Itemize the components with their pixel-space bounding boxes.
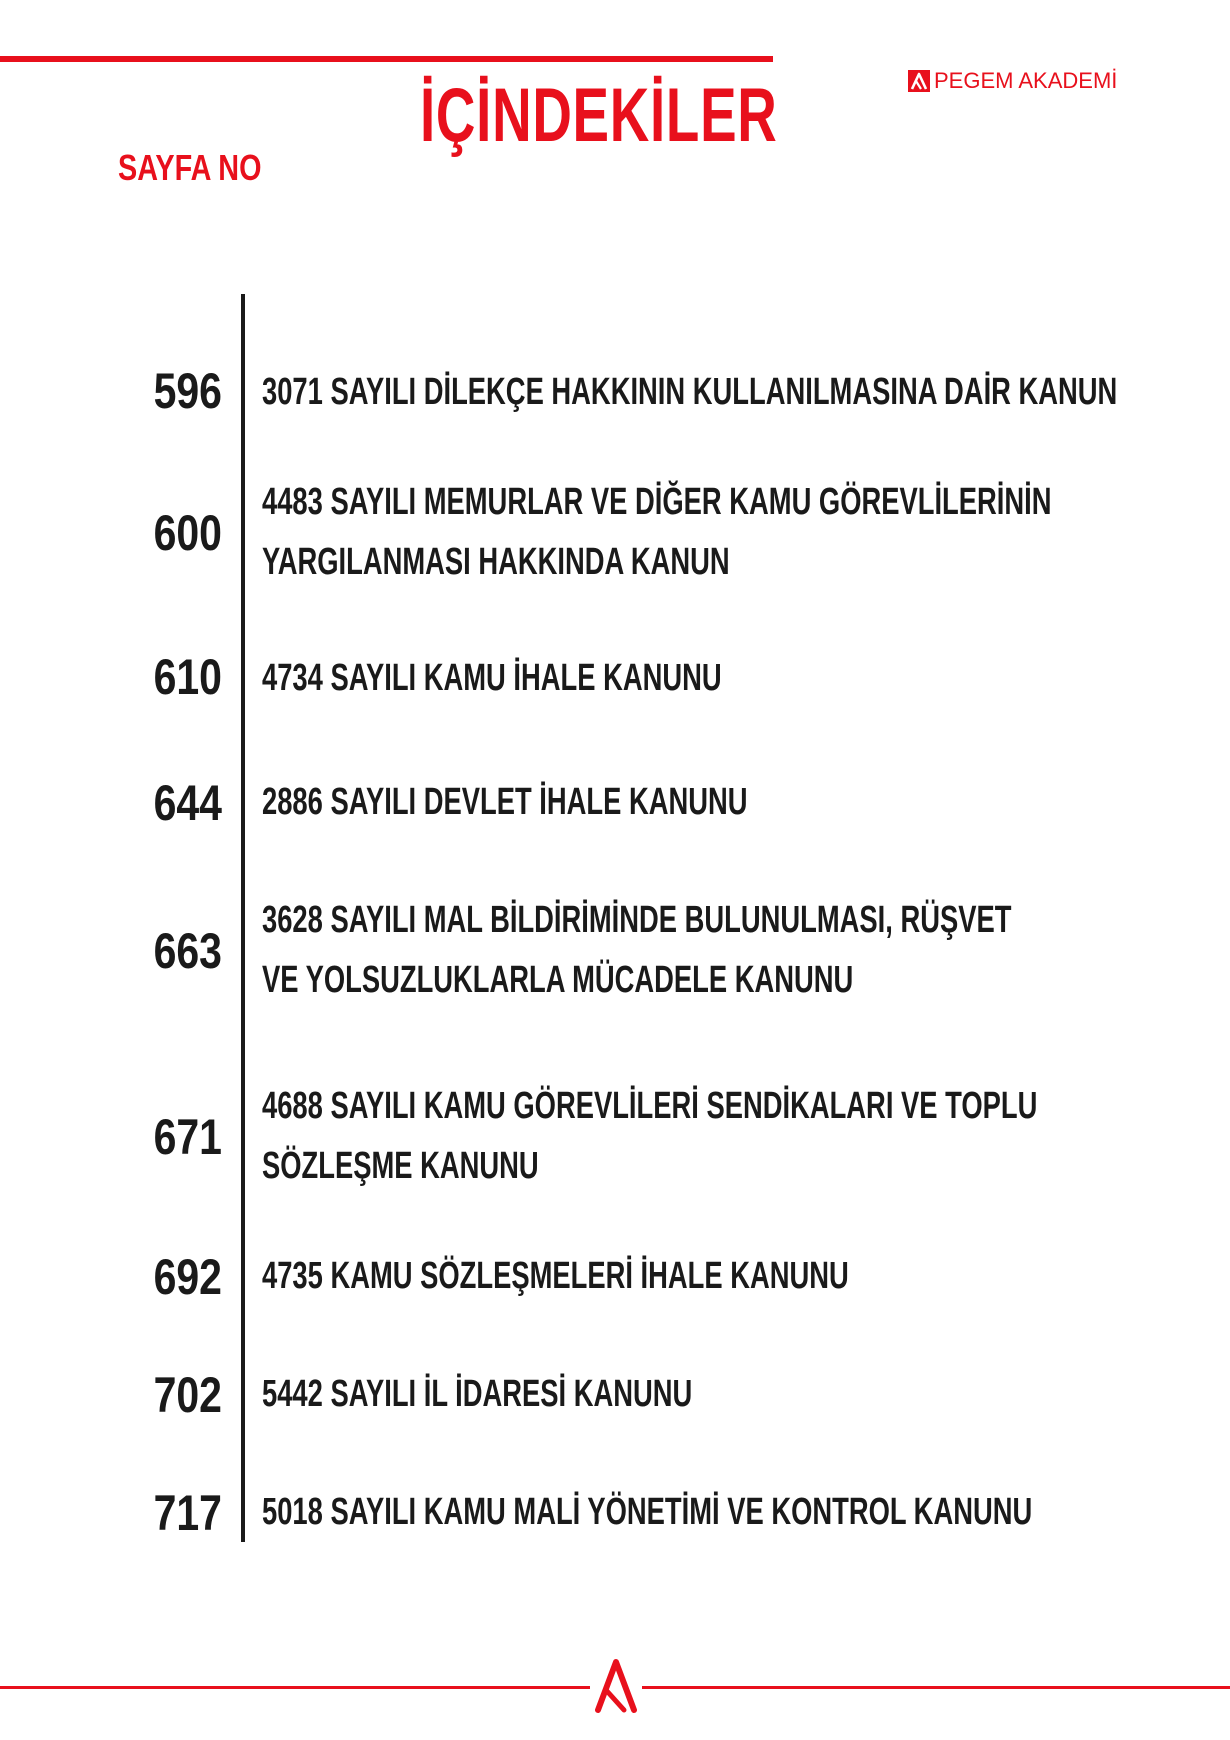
toc-page-number: 596 [153, 363, 222, 419]
toc-title-line: 5018 SAYILI KAMU MALİ YÖNETİMİ VE KONTROL KANUNU [262, 1491, 1033, 1533]
toc-page-number: 600 [153, 505, 222, 561]
toc-title [262, 472, 1052, 592]
toc-title [262, 1482, 1032, 1542]
toc-title [262, 772, 747, 832]
toc-title [262, 648, 722, 708]
brand [908, 70, 1117, 92]
pegem-a-logo-icon [908, 70, 930, 92]
toc-title [262, 1364, 692, 1424]
toc-title-line: 2886 SAYILI DEVLET İHALE KANUNU [262, 781, 748, 823]
toc-divider [241, 294, 245, 1542]
toc-page-number: 663 [153, 923, 222, 979]
toc-title [262, 1246, 849, 1306]
toc-page-number: 610 [153, 649, 222, 705]
toc-title [262, 362, 1117, 422]
toc-page-number: 644 [153, 775, 222, 831]
toc-title-line: 4735 KAMU SÖZLEŞMELERİ İHALE KANUNU [262, 1255, 849, 1297]
toc-title [262, 890, 1011, 1010]
toc-title-line: YARGILANMASI HAKKINDA KANUN [262, 541, 730, 583]
toc-title-line: VE YOLSUZLUKLARLA MÜCADELE KANUNU [262, 959, 854, 1001]
toc-page-number: 717 [153, 1485, 222, 1541]
toc-page-number: 692 [153, 1249, 222, 1305]
pegem-a-logo-icon [590, 1654, 642, 1716]
toc-title-line: 4688 SAYILI KAMU GÖREVLİLERİ SENDİKALARI VE TOPLU [262, 1085, 1038, 1127]
brand-name: PEGEM AKADEMİ [934, 68, 1118, 93]
toc-title-line: 3071 SAYILI DİLEKÇE HAKKININ KULLANILMASINA DAİR KANUN [262, 371, 1118, 413]
toc-title-line: SÖZLEŞME KANUNU [262, 1145, 539, 1187]
toc-title [262, 1076, 1037, 1196]
page-column-label: SAYFA NO [118, 147, 262, 188]
toc-title-line: 4483 SAYILI MEMURLAR VE DİĞER KAMU GÖREVLİLERİNİN [262, 481, 1052, 523]
toc-title-line: 3628 SAYILI MAL BİLDİRİMİNDE BULUNULMASI, RÜŞVET [262, 899, 1012, 941]
toc-page-number: 702 [153, 1367, 222, 1423]
toc-title-line: 4734 SAYILI KAMU İHALE KANUNU [262, 657, 722, 699]
header-rule [0, 56, 773, 62]
toc-page-number: 671 [153, 1109, 222, 1165]
page-title: İÇİNDEKİLER [420, 73, 778, 158]
toc-title-line: 5442 SAYILI İL İDARESİ KANUNU [262, 1373, 693, 1415]
